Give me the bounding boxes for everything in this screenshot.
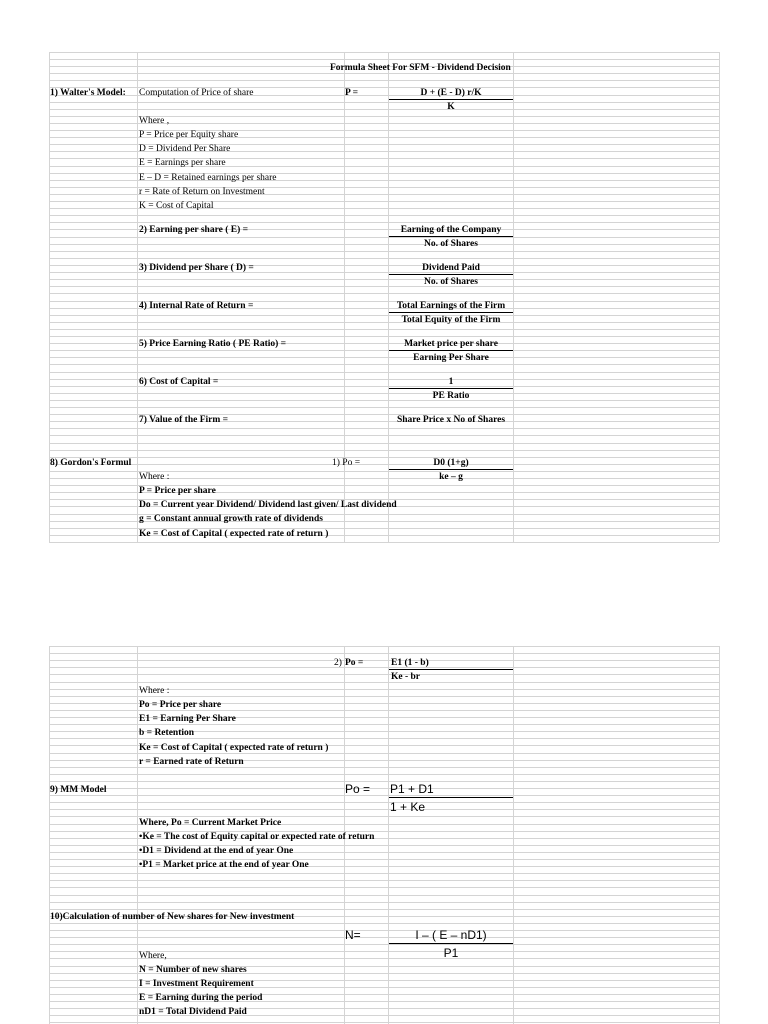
value-firm-label: 7) Value of the Firm =: [139, 415, 229, 425]
walter-where-5: r = Rate of Return on Investment: [139, 187, 265, 197]
formula-3-label: 3) Dividend per Share ( D) =: [139, 263, 254, 273]
gordon2-fraction-bar: [389, 669, 513, 670]
formula-5-label: 5) Price Earning Ratio ( PE Ratio) =: [139, 339, 287, 349]
walter-where-1: P = Price per Equity share: [139, 130, 239, 140]
sheet-title: Formula Sheet For SFM - Dividend Decision: [330, 63, 511, 73]
newshares-numerator: I – ( E – nD1): [415, 928, 487, 942]
walter-lhs: P =: [345, 88, 359, 98]
formula-4-num: Total Earnings of the Firm: [396, 301, 506, 311]
walter-where-3: E = Earnings per share: [139, 158, 226, 168]
newshares-denominator: P1: [443, 946, 459, 960]
mm-where-2: •D1 = Dividend at the end of year One: [139, 846, 294, 856]
gordon-where-1: P = Price per share: [139, 486, 216, 496]
walter-fraction-bar: [389, 99, 513, 100]
walter-numerator: D + (E - D) r/K: [420, 88, 482, 98]
gordon-label: 8) Gordon's Formul: [50, 458, 132, 468]
mm-where-3: •P1 = Market price at the end of year One: [139, 860, 309, 870]
walter-where-2: D = Dividend Per Share: [139, 144, 231, 154]
formula-2-bar: [389, 236, 513, 237]
mm-lhs: Po =: [345, 782, 371, 796]
formula-3-den: No. of Shares: [424, 277, 478, 287]
formula-4-label: 4) Internal Rate of Return =: [139, 301, 254, 311]
mm-denominator: 1 + Ke: [390, 800, 426, 814]
formula-6-bar: [389, 388, 513, 389]
gordon-where-3: g = Constant annual growth rate of dividends: [139, 514, 323, 524]
newshares-label: 10)Calculation of number of New shares for New investment: [50, 912, 295, 922]
gordon2-where-1: Po = Price per share: [139, 700, 222, 710]
gordon2-where-4: Ke = Cost of Capital ( expected rate of return ): [139, 743, 329, 753]
gordon2-number: 2): [334, 658, 342, 668]
gordon-where-0: Where :: [139, 472, 170, 482]
newshares-fraction-bar: [389, 943, 513, 944]
walter-where-4: E – D = Retained earnings per share: [139, 173, 277, 183]
mm-where-1: •Ke = The cost of Equity capital or expected rate of return: [139, 832, 375, 842]
formula-6-label: 6) Cost of Capital =: [139, 377, 219, 387]
walter-denominator: K: [447, 102, 455, 112]
gordon-fraction-bar: [389, 469, 513, 470]
formula-2-den: No. of Shares: [424, 239, 478, 249]
gordon2-lhs: Po =: [345, 658, 364, 668]
formula-3-num: Dividend Paid: [422, 263, 480, 273]
mm-label: 9) MM Model: [50, 785, 107, 795]
gordon2-numerator: E1 (1 - b): [391, 658, 429, 668]
formula-4-bar: [389, 312, 513, 313]
gordon-where-4: Ke = Cost of Capital ( expected rate of return ): [139, 529, 329, 539]
formula-6-den: PE Ratio: [432, 391, 470, 401]
mm-fraction-bar: [389, 797, 513, 798]
formula-3-bar: [389, 274, 513, 275]
value-firm-value: Share Price x No of Shares: [396, 415, 506, 425]
newshares-where-1: N = Number of new shares: [139, 965, 247, 975]
walter-desc: Computation of Price of share: [139, 88, 254, 98]
newshares-where-4: nD1 = Total Dividend Paid: [139, 1007, 247, 1017]
walter-where-0: Where ,: [139, 116, 170, 126]
gordon-denominator: ke – g: [439, 472, 463, 482]
gordon-lhs: 1) Po =: [332, 458, 361, 468]
gordon2-where-0: Where :: [139, 686, 170, 696]
newshares-lhs: N=: [345, 928, 361, 942]
newshares-where-3: E = Earning during the period: [139, 993, 263, 1003]
formula-2-num: Earning of the Company: [400, 225, 502, 235]
mm-numerator: P1 + D1: [390, 782, 434, 796]
formula-5-bar: [389, 350, 513, 351]
gordon-numerator: D0 (1+g): [433, 458, 469, 468]
gordon2-where-3: b = Retention: [139, 728, 195, 738]
mm-where-0: Where, Po = Current Market Price: [139, 818, 282, 828]
walter-label: 1) Walter's Model:: [50, 88, 126, 98]
formula-5-den: Earning Per Share: [413, 353, 489, 363]
formula-2-label: 2) Earning per share ( E) =: [139, 225, 249, 235]
gordon-where-2: Do = Current year Dividend/ Dividend last given/ Last dividend: [139, 500, 397, 510]
newshares-where-2: I = Investment Requirement: [139, 979, 254, 989]
gordon2-denominator: Ke - br: [391, 672, 421, 682]
formula-4-den: Total Equity of the Firm: [401, 315, 501, 325]
walter-where-6: K = Cost of Capital: [139, 201, 214, 211]
gordon2-where-5: r = Earned rate of Return: [139, 757, 244, 767]
formula-6-num: 1: [448, 377, 454, 387]
newshares-where-0: Where,: [139, 951, 167, 961]
formula-5-num: Market price per share: [404, 339, 498, 349]
gordon2-where-2: E1 = Earning Per Share: [139, 714, 236, 724]
